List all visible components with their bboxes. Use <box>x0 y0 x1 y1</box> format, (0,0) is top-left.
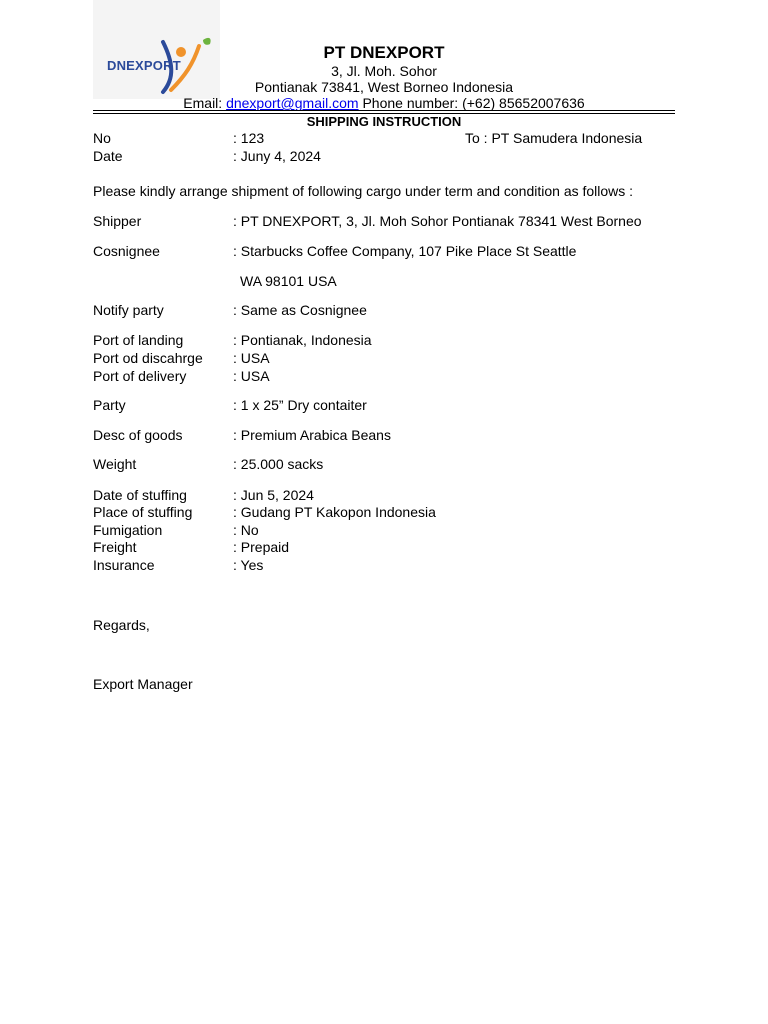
no-value: : 123 <box>233 130 265 146</box>
date-label: Date <box>93 148 123 164</box>
weight-label: Weight <box>93 456 137 472</box>
freight-label: Freight <box>93 539 137 555</box>
insurance-value: : Yes <box>233 557 264 573</box>
address-line-1: 3, Jl. Moh. Sohor <box>331 63 437 79</box>
intro-text: Please kindly arrange shipment of following cargo under term and condition as follows : <box>93 183 634 199</box>
shipper-value: : PT DNEXPORT, 3, Jl. Moh Sohor Pontianak 78341 West Borneo <box>233 213 642 229</box>
insurance-label: Insurance <box>93 557 155 573</box>
signatory-title: Export Manager <box>93 676 193 692</box>
port-of-delivery-label: Port of delivery <box>93 368 187 384</box>
contact-line <box>0 95 768 111</box>
logo-text: DNEXPORT <box>107 58 181 73</box>
no-label: No <box>93 130 111 146</box>
goods-description-value: : Premium Arabica Beans <box>233 427 391 443</box>
goods-description-label: Desc of goods <box>93 427 183 443</box>
email-link[interactable]: dnexport@gmail.com <box>226 95 359 111</box>
freight-value: : Prepaid <box>233 539 290 555</box>
port-of-landing-value: : Pontianak, Indonesia <box>233 332 372 348</box>
email-label: Email: <box>183 95 223 111</box>
company-name: PT DNEXPORT <box>323 43 445 62</box>
party-value: : 1 x 25” Dry contaiter <box>233 397 367 413</box>
stuffing-place-value: : Gudang PT Kakopon Indonesia <box>233 504 436 520</box>
notify-party-value: : Same as Cosnignee <box>233 302 367 318</box>
consignee-label: Cosnignee <box>93 243 160 259</box>
fumigation-value: : No <box>233 522 259 538</box>
recipient: To : PT Samudera Indonesia <box>465 130 643 146</box>
stuffing-date-label: Date of stuffing <box>93 487 187 503</box>
consignee-value: : Starbucks Coffee Company, 107 Pike Place St Seattle <box>233 243 577 259</box>
consignee-value-line2: WA 98101 USA <box>240 273 337 289</box>
weight-value: : 25.000 sacks <box>233 456 324 472</box>
port-of-discharge-value: : USA <box>233 350 270 366</box>
stuffing-date-value: : Jun 5, 2024 <box>233 487 314 503</box>
address-line-2: Pontianak 73841, West Borneo Indonesia <box>254 79 514 95</box>
document-title: SHIPPING INSTRUCTION <box>306 114 462 129</box>
date-value: : Juny 4, 2024 <box>233 148 321 164</box>
stuffing-place-label: Place of stuffing <box>93 504 193 520</box>
party-label: Party <box>93 397 126 413</box>
header-divider-top <box>93 110 675 111</box>
regards-text: Regards, <box>93 617 150 633</box>
notify-party-label: Notify party <box>93 302 164 318</box>
phone-text: Phone number: (+62) 85652007636 <box>362 95 585 111</box>
port-of-discharge-label: Port od discahrge <box>93 350 203 366</box>
port-of-delivery-value: : USA <box>233 368 270 384</box>
fumigation-label: Fumigation <box>93 522 163 538</box>
port-of-landing-label: Port of landing <box>93 332 184 348</box>
shipper-label: Shipper <box>93 213 142 229</box>
